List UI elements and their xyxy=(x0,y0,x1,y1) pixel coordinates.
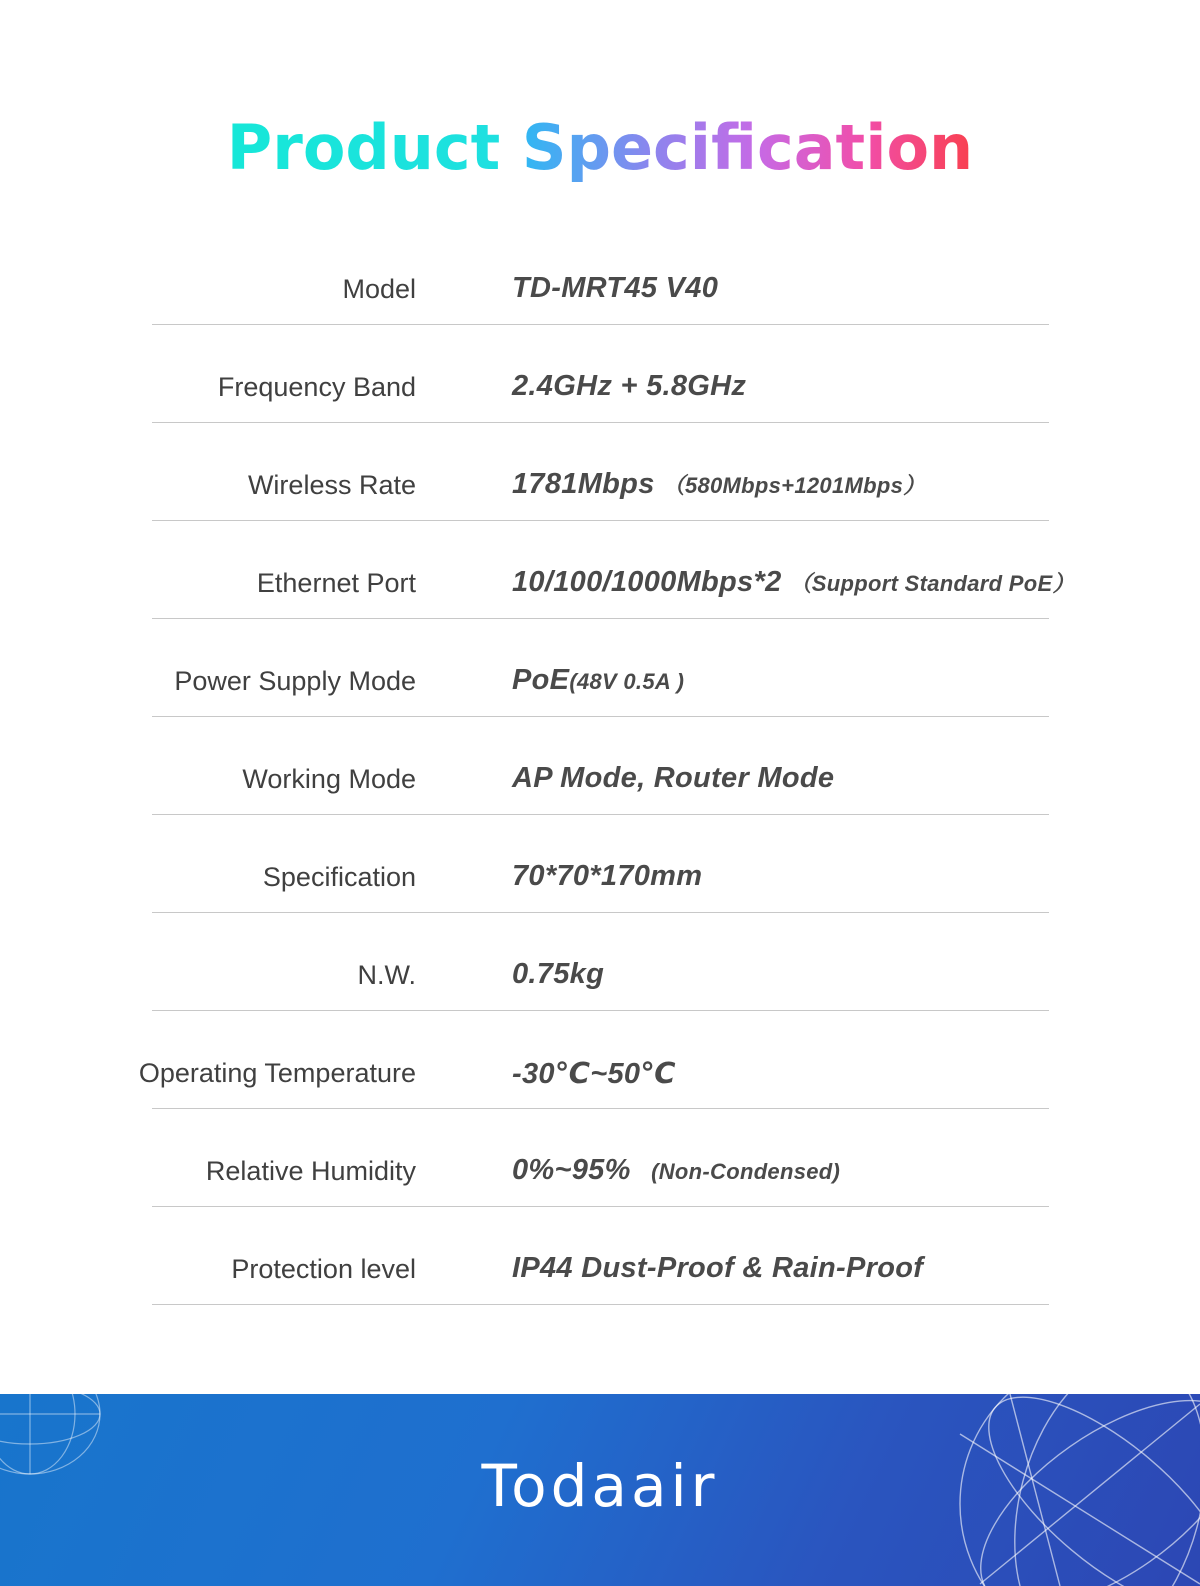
spec-label: N.W. xyxy=(357,960,416,990)
spec-label: Power Supply Mode xyxy=(174,666,416,696)
spec-row-frequency-band xyxy=(0,356,1200,454)
spec-value-main: 70*70*170mm xyxy=(512,860,703,892)
spec-value xyxy=(512,272,718,305)
spec-value xyxy=(512,1056,676,1091)
spec-table xyxy=(0,258,1200,1336)
row-divider xyxy=(152,716,1049,717)
spec-row-power-supply-mode xyxy=(0,650,1200,748)
spec-row-relative-humidity xyxy=(0,1140,1200,1238)
spec-label: Model xyxy=(342,274,416,304)
spec-value-main: PoE xyxy=(512,664,570,696)
spec-value-main: IP44 Dust-Proof & Rain-Proof xyxy=(512,1252,924,1284)
row-divider xyxy=(152,324,1049,325)
spec-row-net-weight xyxy=(0,944,1200,1042)
spec-label: Operating Temperature xyxy=(138,1058,416,1088)
spec-value-main: 2.4GHz + 5.8GHz xyxy=(512,370,747,402)
spec-value xyxy=(512,958,604,991)
spec-row-ethernet-port xyxy=(0,552,1200,650)
spec-value-main: -30℃~50℃ xyxy=(512,1058,676,1090)
spec-value-note: (Non-Condensed) xyxy=(644,1159,841,1184)
spec-value-note: （580Mbps+1201Mbps） xyxy=(662,473,926,498)
row-divider xyxy=(152,1108,1049,1109)
spec-value xyxy=(512,370,746,403)
spec-value-note: (48V 0.5A ) xyxy=(569,669,685,694)
spec-label: Ethernet Port xyxy=(256,568,416,598)
spec-row-operating-temperature xyxy=(0,1042,1200,1140)
row-divider xyxy=(152,814,1049,815)
title-word-specification: Specification xyxy=(521,111,974,184)
title-word-product: Product xyxy=(226,111,501,184)
spec-value xyxy=(512,468,925,501)
spec-value xyxy=(512,566,1075,599)
spec-value xyxy=(512,860,702,893)
spec-value-note: （Support Standard PoE） xyxy=(789,571,1075,596)
spec-label: Protection level xyxy=(231,1254,416,1284)
row-divider xyxy=(152,618,1049,619)
spec-value xyxy=(512,664,684,697)
spec-label: Working Mode xyxy=(242,764,416,794)
spec-value-main: 1781Mbps xyxy=(512,468,655,500)
spec-row-working-mode xyxy=(0,748,1200,846)
spec-value xyxy=(512,1154,840,1187)
spec-row-model xyxy=(0,258,1200,356)
spec-label: Wireless Rate xyxy=(247,470,416,500)
row-divider xyxy=(152,520,1049,521)
row-divider xyxy=(152,912,1049,913)
spec-value-main: 0.75kg xyxy=(512,958,605,990)
spec-value xyxy=(512,1252,923,1285)
spec-row-protection-level xyxy=(0,1238,1200,1336)
spec-label: Specification xyxy=(262,862,416,892)
spec-value-main: 0%~95% xyxy=(512,1154,631,1186)
spec-row-specification xyxy=(0,846,1200,944)
spec-value-main: AP Mode, Router Mode xyxy=(512,762,835,794)
page-title xyxy=(0,108,1200,188)
row-divider xyxy=(152,422,1049,423)
spec-row-wireless-rate xyxy=(0,454,1200,552)
row-divider xyxy=(152,1304,1049,1305)
spec-value-main: TD-MRT45 V40 xyxy=(512,272,719,304)
brand-logo: Todaair xyxy=(481,1452,719,1520)
footer-banner xyxy=(0,1394,1200,1586)
spec-label: Frequency Band xyxy=(217,372,416,402)
row-divider xyxy=(152,1206,1049,1207)
spec-label: Relative Humidity xyxy=(205,1156,416,1186)
row-divider xyxy=(152,1010,1049,1011)
spec-value xyxy=(512,762,834,795)
spec-value-main: 10/100/1000Mbps*2 xyxy=(512,566,782,598)
